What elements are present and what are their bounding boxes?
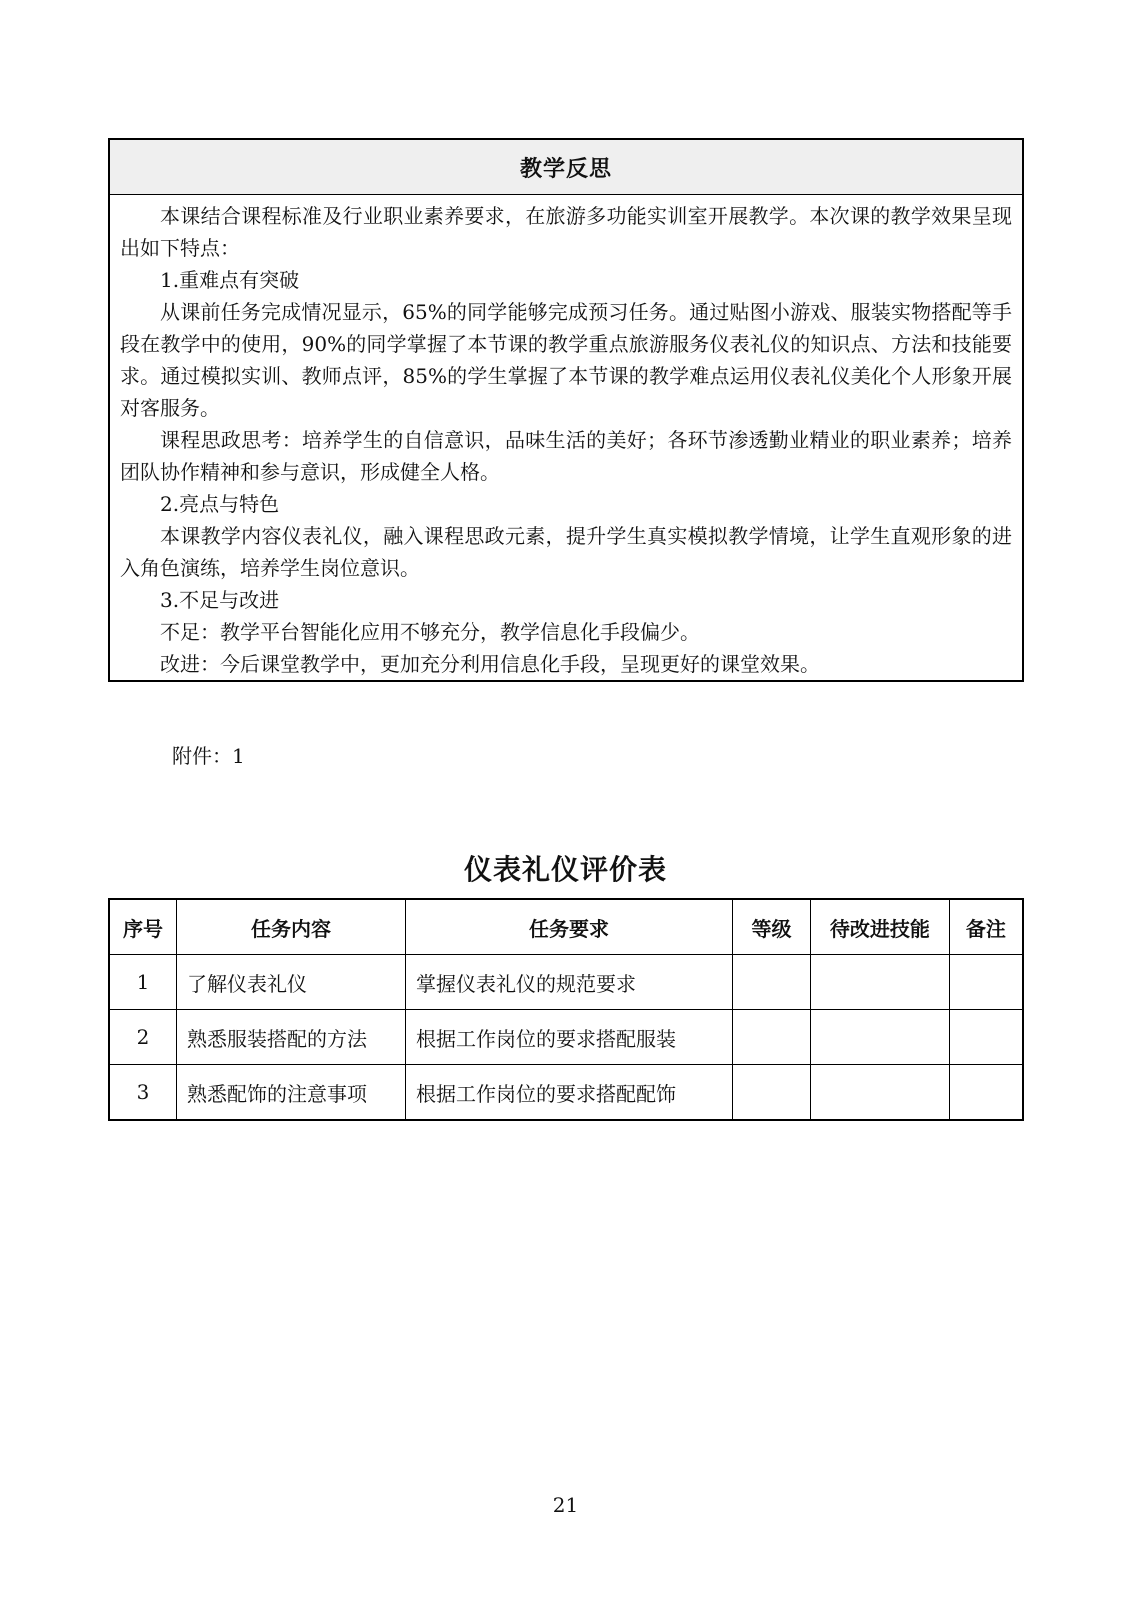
reflection-title: 教学反思 — [110, 140, 1022, 195]
page-number: 21 — [552, 1493, 579, 1517]
row-task-requirement: 掌握仪表礼仪的规范要求 — [405, 955, 732, 1010]
header-seq: 序号 — [109, 899, 176, 955]
row-seq: 2 — [109, 1010, 176, 1065]
row-seq: 3 — [109, 1065, 176, 1121]
row-remarks — [949, 955, 1023, 1010]
header-skills-to-improve: 待改进技能 — [810, 899, 949, 955]
row-grade — [733, 955, 811, 1010]
teaching-reflection-box — [108, 138, 1024, 682]
section1-heading: 1.重难点有突破 — [160, 268, 300, 292]
shortcoming-text: 不足：教学平台智能化应用不够充分，教学信息化手段偏少。 — [160, 620, 700, 644]
evaluation-table — [108, 898, 1024, 1121]
row-task-content: 了解仪表礼仪 — [176, 955, 405, 1010]
header-grade: 等级 — [733, 899, 811, 955]
row-remarks — [949, 1010, 1023, 1065]
table-header-row — [109, 899, 1023, 955]
row-remarks — [949, 1065, 1023, 1121]
reflection-intro: 本课结合课程标准及行业职业素养要求，在旅游多功能实训室开展教学。本次课的教学效果呈现出如下特点： — [120, 204, 1012, 260]
table-row — [109, 1010, 1023, 1065]
improvement-text: 改进：今后课堂教学中，更加充分利用信息化手段，呈现更好的课堂效果。 — [160, 652, 820, 676]
section2-heading: 2.亮点与特色 — [160, 492, 280, 516]
row-skills-to-improve — [810, 1065, 949, 1121]
section3-heading: 3.不足与改进 — [160, 588, 280, 612]
row-grade — [733, 1010, 811, 1065]
row-task-content: 熟悉配饰的注意事项 — [176, 1065, 405, 1121]
header-task-requirement: 任务要求 — [405, 899, 732, 955]
row-task-content: 熟悉服装搭配的方法 — [176, 1010, 405, 1065]
section1-text: 从课前任务完成情况显示，65%的同学能够完成预习任务。通过贴图小游戏、服装实物搭配等手段在教学中的使用，90%的同学掌握了本节课的教学重点旅游服务仪表礼仪的知识点、方法和技能要求。通过模拟实训、教师点评，85%的学生掌握了本节课的教学难点运用仪表礼仪美化个人形象开展对客服务。 — [120, 300, 1012, 420]
row-task-requirement: 根据工作岗位的要求搭配配饰 — [405, 1065, 732, 1121]
reflection-body — [110, 195, 1022, 680]
evaluation-table-title: 仪表礼仪评价表 — [463, 853, 667, 886]
row-task-requirement: 根据工作岗位的要求搭配服装 — [405, 1010, 732, 1065]
header-task-content: 任务内容 — [176, 899, 405, 955]
table-row — [109, 1065, 1023, 1121]
row-skills-to-improve — [810, 955, 949, 1010]
ideology-text: 课程思政思考：培养学生的自信意识，品味生活的美好；各环节渗透勤业精业的职业素养；培养团队协作精神和参与意识，形成健全人格。 — [120, 428, 1012, 484]
header-remarks: 备注 — [949, 899, 1023, 955]
row-seq: 1 — [109, 955, 176, 1010]
row-skills-to-improve — [810, 1010, 949, 1065]
section2-text: 本课教学内容仪表礼仪，融入课程思政元素，提升学生真实模拟教学情境，让学生直观形象的进入角色演练，培养学生岗位意识。 — [120, 524, 1012, 580]
attachment-label: 附件：1 — [172, 744, 245, 768]
table-row — [109, 955, 1023, 1010]
row-grade — [733, 1065, 811, 1121]
